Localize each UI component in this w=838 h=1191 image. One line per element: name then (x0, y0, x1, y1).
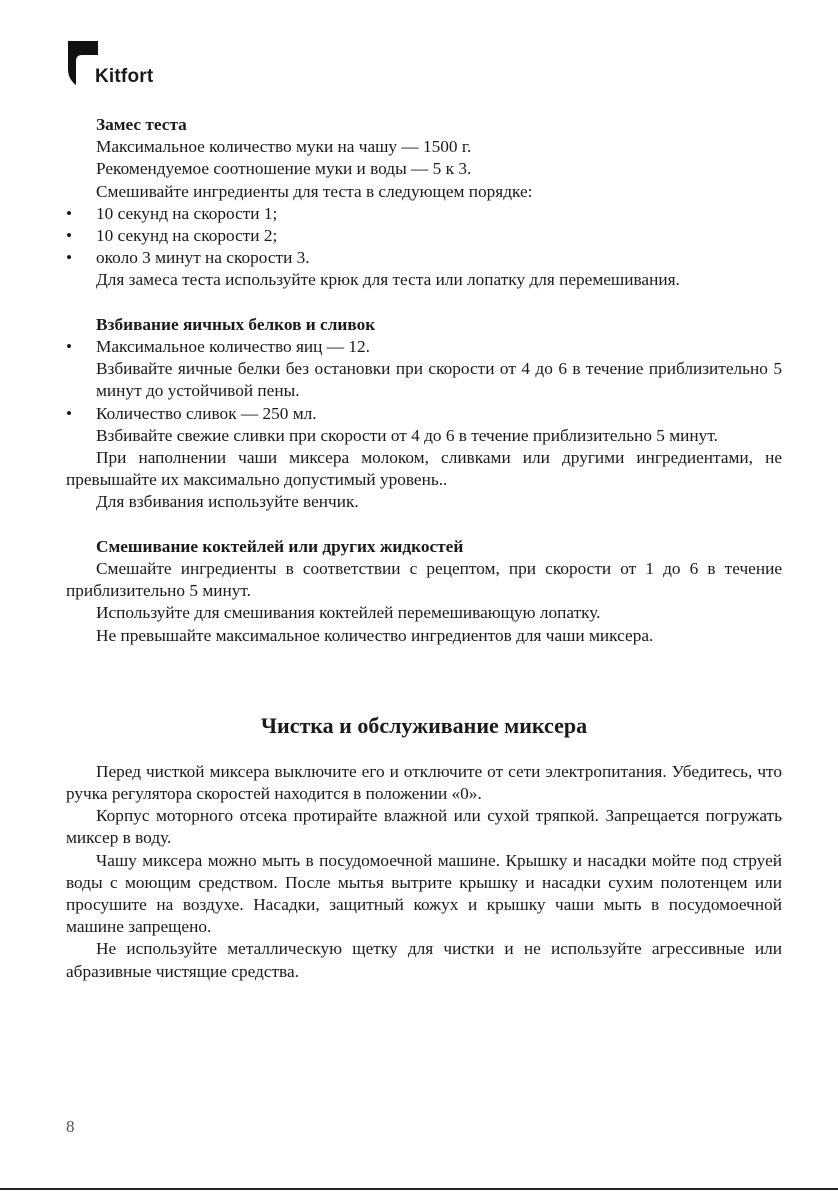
text-paragraph: Корпус моторного отсека протирайте влажной или сухой тряпкой. Запрещается погружать миксер в воду. (66, 806, 782, 848)
list-item-text: около 3 минут на скорости 3. (96, 248, 310, 268)
list-item-text: 10 секунд на скорости 1; (96, 203, 278, 223)
section-title-cocktails: Смешивание коктейлей или других жидкостей (96, 536, 464, 556)
list-item-text: Количество сливок — 250 мл. (96, 403, 317, 423)
page-number: 8 (66, 1117, 75, 1136)
bullet-icon: • (66, 337, 73, 357)
text-paragraph: Перед чисткой миксера выключите его и отключите от сети электропитания. Убедитесь, что ручка регулятора скоростей находится в положении «0». (66, 761, 782, 804)
list-item (66, 203, 782, 225)
text-line: Не превышайте максимальное количество ингредиентов для чаши миксера. (96, 625, 654, 645)
text-paragraph: Смешайте ингредиенты в соответствии с рецептом, при скорости от 1 до 6 в течение приблизительно 5 минут. (66, 559, 782, 601)
text-line: Для взбивания используйте венчик. (96, 492, 359, 512)
bullet-icon: • (66, 203, 73, 223)
cleaning-heading: Чистка и обслуживание миксера (260, 712, 588, 738)
bullet-icon: • (66, 403, 73, 423)
text-paragraph: Не используйте металлическую щетку для чистки и не используйте агрессивные или абразивные чистящие средства. (66, 939, 782, 981)
text-line: Максимальное количество муки на чашу — 1500 г. (96, 137, 472, 157)
list-item (66, 225, 782, 247)
text-line: Для замеса теста используйте крюк для теста или лопатку для перемешивания. (96, 270, 680, 290)
section-title-whipping: Взбивание яичных белков и сливок (96, 314, 376, 334)
bullet-icon: • (66, 226, 73, 246)
list-item (66, 247, 782, 269)
text-line: Смешивайте ингредиенты для теста в следующем порядке: (96, 181, 533, 201)
text-paragraph: Взбивайте яичные белки без остановки при скорости от 4 до 6 в течение приблизительно 5 минут до устойчивой пены. (96, 359, 782, 401)
logo-text: Kitfort (95, 66, 154, 87)
text-paragraph: Взбивайте свежие сливки при скорости от 4 до 6 в течение приблизительно 5 минут. (96, 425, 718, 445)
text-line: Рекомендуемое соотношение муки и воды — 5 к 3. (96, 159, 472, 179)
list-item-text: Максимальное количество яиц — 12. (96, 337, 370, 357)
text-paragraph: При наполнении чаши миксера молоком, сливками или другими ингредиентами, не превышайте их максимально допустимый уровень.. (66, 448, 782, 490)
bullet-icon: • (66, 248, 73, 268)
list-item-text: 10 секунд на скорости 2; (96, 226, 278, 246)
section-title-dough: Замес теста (96, 115, 187, 134)
list-item (66, 403, 782, 425)
bottom-rule (0, 1188, 838, 1190)
text-paragraph: Чашу миксера можно мыть в посудомоечной машине. Крышку и насадки мойте под струей воды с моющим средством. После мытья вытрите крышку и насадки сухим полотенцем или просушите на воздухе. Насадки, защитный кожух и крышку чаши мыть в посудомоечной машине запрещено. (66, 850, 782, 937)
page-content (66, 114, 782, 983)
list-item (66, 336, 782, 358)
text-line: Используйте для смешивания коктейлей перемешивающую лопатку. (96, 603, 601, 623)
